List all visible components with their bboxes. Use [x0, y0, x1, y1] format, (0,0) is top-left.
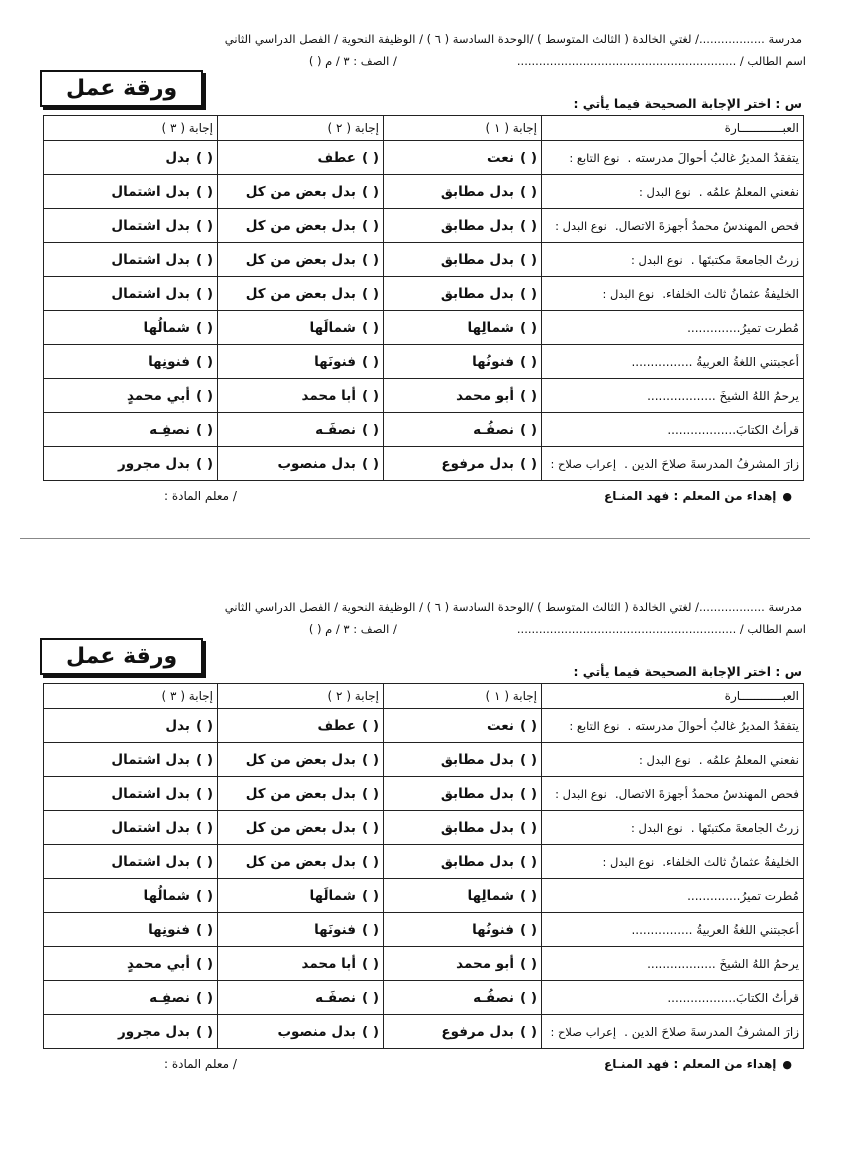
answer-text: بدل اشتمال [111, 819, 190, 836]
answer-option-3[interactable] [44, 777, 218, 811]
answer-option-2[interactable] [218, 243, 384, 277]
answer-text: أبا محمد [301, 387, 356, 404]
statement-text: يرحمُ اللهُ الشيخَ .................. [647, 956, 799, 971]
statement-cell [542, 1015, 804, 1049]
answer-checkbox[interactable]: ( ) [195, 853, 213, 870]
answer-text: بدل اشتمال [111, 183, 190, 200]
statement-text: يتفقدُ المديرُ غالبُ أحوالَ مدرسته . [627, 718, 799, 733]
statement-cell [542, 845, 804, 879]
answer-text: فنونِها [148, 921, 190, 938]
answer-text: بدل مطابق [440, 785, 514, 802]
table-row [44, 311, 804, 345]
answer-text: بدل بعض من كل [245, 251, 356, 268]
answer-text: بدل مطابق [440, 853, 514, 870]
school-header-line: مدرسة ................../ لغتي الخالدة ( الثالث المتوسط ) /الوحدة السادسة ( ٦ ) / الوظيفة النحوية / الفصل الدراسي الثاني [224, 600, 802, 614]
answer-option-3[interactable] [44, 743, 218, 777]
answer-checkbox[interactable]: ( ) [519, 251, 537, 268]
answer-checkbox[interactable]: ( ) [519, 955, 537, 972]
question-type-label: نوع البدل : [602, 286, 655, 301]
grade-field: / الصف : ٣ / م ( ) [308, 54, 397, 68]
answer-checkbox[interactable]: ( ) [361, 285, 379, 302]
table-row [44, 209, 804, 243]
statement-text: نفعني المعلمُ علمُه . [698, 184, 799, 199]
statement-cell [542, 947, 804, 981]
answer-text: نصفَـه [315, 421, 356, 438]
answer-text: أبو محمد [456, 387, 514, 404]
answer-option-1[interactable] [384, 345, 542, 379]
statement-text: مُطرت تميرُ.............. [687, 888, 799, 903]
answer-checkbox[interactable]: ( ) [519, 353, 537, 370]
answer-checkbox[interactable]: ( ) [195, 421, 213, 438]
question-type-label: نوع البدل : [630, 252, 683, 267]
answer-option-1[interactable] [384, 709, 542, 743]
answer-option-3[interactable] [44, 311, 218, 345]
statement-cell [542, 913, 804, 947]
question-prompt: س : اختر الإجابة الصحيحة فيما يأتي : [573, 96, 802, 111]
answer-text: بدل بعض من كل [245, 183, 356, 200]
footer [24, 489, 806, 503]
answer-option-2[interactable] [218, 743, 384, 777]
answer-option-3[interactable] [44, 413, 218, 447]
answer-option-2[interactable] [218, 777, 384, 811]
answer-option-1[interactable] [384, 141, 542, 175]
answer-checkbox[interactable]: ( ) [519, 819, 537, 836]
table-row [44, 947, 804, 981]
statement-text: الخليفةُ عثمانُ ثالث الخلفاء. [662, 854, 799, 869]
statement-cell [542, 141, 804, 175]
answer-checkbox[interactable]: ( ) [519, 717, 537, 734]
answer-option-2[interactable] [218, 311, 384, 345]
answer-checkbox[interactable]: ( ) [195, 1023, 213, 1040]
answer-text: بدل بعض من كل [245, 751, 356, 768]
statement-text: يتفقدُ المديرُ غالبُ أحوالَ مدرسته . [627, 150, 799, 165]
answer-option-1[interactable] [384, 209, 542, 243]
answer-checkbox[interactable]: ( ) [195, 353, 213, 370]
student-name-field: اسم الطالب / ............................................................ [516, 54, 806, 68]
statement-cell [542, 879, 804, 913]
answer-option-3[interactable] [44, 811, 218, 845]
answer-checkbox[interactable]: ( ) [361, 819, 379, 836]
answer-text: بدل مرفوع [441, 455, 514, 472]
table-row [44, 413, 804, 447]
answer-checkbox[interactable]: ( ) [361, 785, 379, 802]
answer-text: بدل [165, 717, 190, 734]
statement-text: يرحمُ اللهُ الشيخَ .................. [647, 388, 799, 403]
answer-checkbox[interactable]: ( ) [195, 819, 213, 836]
answer-option-2[interactable] [218, 209, 384, 243]
answer-option-3[interactable] [44, 913, 218, 947]
answer-text: فنونُها [472, 921, 514, 938]
question-type-label: نوع البدل : [602, 854, 655, 869]
answer-checkbox[interactable]: ( ) [361, 387, 379, 404]
statement-cell [542, 413, 804, 447]
answer-option-1[interactable] [384, 947, 542, 981]
answer-option-3[interactable] [44, 141, 218, 175]
answer-text: نعت [486, 149, 514, 166]
answer-checkbox[interactable]: ( ) [519, 1023, 537, 1040]
statement-text: قرأتُ الكتابَ.................. [667, 990, 799, 1005]
table-row [44, 913, 804, 947]
statement-cell [542, 311, 804, 345]
answer-text: بدل مرفوع [441, 1023, 514, 1040]
answer-text: بدل بعض من كل [245, 853, 356, 870]
table-row [44, 1015, 804, 1049]
answer-option-2[interactable] [218, 379, 384, 413]
answer-checkbox[interactable]: ( ) [361, 955, 379, 972]
answer-text: بدل منصوب [277, 455, 356, 472]
answer-checkbox[interactable]: ( ) [195, 149, 213, 166]
answer-text: بدل اشتمال [111, 751, 190, 768]
footer [24, 1057, 806, 1071]
table-row [44, 811, 804, 845]
answer-option-3[interactable] [44, 209, 218, 243]
statement-text: أعجبتني اللغةُ العربيةُ ................ [631, 922, 799, 937]
answer-option-2[interactable] [218, 277, 384, 311]
statement-text: أعجبتني اللغةُ العربيةُ ................ [631, 354, 799, 369]
answer-option-2[interactable] [218, 811, 384, 845]
answer-text: نصفِـه [149, 421, 190, 438]
worksheet-2 [24, 598, 806, 1071]
statement-cell [542, 175, 804, 209]
answer-text: بدل اشتمال [111, 853, 190, 870]
answer-option-1[interactable] [384, 379, 542, 413]
question-type-label: نوع البدل : [555, 786, 607, 801]
statement-text: زرتُ الجامعةَ مكتبتَها . [690, 252, 799, 267]
answer-checkbox[interactable]: ( ) [195, 217, 213, 234]
statement-cell [542, 743, 804, 777]
answer-option-2[interactable] [218, 947, 384, 981]
answer-option-1[interactable] [384, 743, 542, 777]
answer-checkbox[interactable]: ( ) [361, 183, 379, 200]
answer-checkbox[interactable]: ( ) [195, 785, 213, 802]
answer-text: بدل اشتمال [111, 217, 190, 234]
table-row [44, 777, 804, 811]
answer-option-3[interactable] [44, 845, 218, 879]
answer-text: فنونَها [314, 353, 356, 370]
table-row [44, 845, 804, 879]
statement-text: زرتُ الجامعةَ مكتبتَها . [690, 820, 799, 835]
worksheet-title: ورقة عمل [40, 638, 203, 675]
answer-checkbox[interactable]: ( ) [361, 149, 379, 166]
answer-checkbox[interactable]: ( ) [519, 421, 537, 438]
answer-text: بدل بعض من كل [245, 217, 356, 234]
answer-text: شمالُها [143, 887, 190, 904]
answer-text: بدل مجرور [118, 1023, 190, 1040]
answer-option-3[interactable] [44, 879, 218, 913]
statement-cell [542, 345, 804, 379]
answer-checkbox[interactable]: ( ) [519, 149, 537, 166]
answer-checkbox[interactable]: ( ) [361, 717, 379, 734]
table-row [44, 709, 804, 743]
worksheet-title: ورقة عمل [40, 70, 203, 107]
answer-text: فنونِها [148, 353, 190, 370]
answer-option-3[interactable] [44, 277, 218, 311]
table-header-row [44, 684, 804, 709]
table-row [44, 141, 804, 175]
answer-checkbox[interactable]: ( ) [361, 353, 379, 370]
answer-option-1[interactable] [384, 777, 542, 811]
answer-checkbox[interactable]: ( ) [361, 421, 379, 438]
answer-checkbox[interactable]: ( ) [361, 887, 379, 904]
statement-text: قرأتُ الكتابَ.................. [667, 422, 799, 437]
answer-text: نعت [486, 717, 514, 734]
answer-checkbox[interactable]: ( ) [519, 285, 537, 302]
statement-text: زارَ المشرفُ المدرسةَ صلاحَ الدين . [624, 456, 799, 471]
answer-option-1[interactable] [384, 413, 542, 447]
answer-option-1[interactable] [384, 311, 542, 345]
statement-text: زارَ المشرفُ المدرسةَ صلاحَ الدين . [624, 1024, 799, 1039]
answer-text: شمالِها [467, 319, 514, 336]
statement-text: فحص المهندسُ محمدُ أجهزةَ الاتصال. [614, 786, 799, 801]
answer-option-1[interactable] [384, 1015, 542, 1049]
col-statement-header: العبــــــــــــارة [542, 116, 804, 141]
table-row [44, 879, 804, 913]
answer-text: شمالَها [309, 319, 356, 336]
answer-checkbox[interactable]: ( ) [519, 217, 537, 234]
statement-cell [542, 243, 804, 277]
answer-checkbox[interactable]: ( ) [361, 319, 379, 336]
table-row [44, 981, 804, 1015]
answer-text: بدل اشتمال [111, 285, 190, 302]
answer-option-2[interactable] [218, 845, 384, 879]
answer-checkbox[interactable]: ( ) [519, 989, 537, 1006]
sheet-divider [20, 538, 810, 539]
statement-cell [542, 379, 804, 413]
question-type-label: نوع البدل : [630, 820, 683, 835]
teacher-field: / معلم المادة : [164, 489, 237, 503]
table-body [44, 141, 804, 481]
answer-checkbox[interactable]: ( ) [361, 989, 379, 1006]
answer-checkbox[interactable]: ( ) [361, 921, 379, 938]
answer-text: أبي محمدٍ [126, 955, 190, 972]
table-row [44, 345, 804, 379]
answer-option-2[interactable] [218, 413, 384, 447]
answer-option-1[interactable] [384, 913, 542, 947]
table-row [44, 447, 804, 481]
answer-option-1[interactable] [384, 175, 542, 209]
answer-checkbox[interactable]: ( ) [361, 455, 379, 472]
answer-text: شمالِها [467, 887, 514, 904]
answer-text: بدل اشتمال [111, 251, 190, 268]
answer-option-2[interactable] [218, 709, 384, 743]
answer-option-1[interactable] [384, 879, 542, 913]
answer-text: بدل مطابق [440, 183, 514, 200]
answer-option-1[interactable] [384, 447, 542, 481]
answer-checkbox[interactable]: ( ) [195, 285, 213, 302]
answer-option-2[interactable] [218, 879, 384, 913]
question-type-label: نوع البدل : [555, 218, 607, 233]
answer-checkbox[interactable]: ( ) [195, 751, 213, 768]
bullet-icon: ● [782, 1058, 792, 1071]
answer-option-3[interactable] [44, 447, 218, 481]
statement-cell [542, 777, 804, 811]
answer-option-1[interactable] [384, 981, 542, 1015]
answer-text: شمالَها [309, 887, 356, 904]
grade-field: / الصف : ٣ / م ( ) [308, 622, 397, 636]
answer-option-1[interactable] [384, 243, 542, 277]
question-type-label: إعراب صلاح : [550, 1024, 617, 1039]
answer-text: بدل بعض من كل [245, 285, 356, 302]
answer-text: عطف [317, 717, 356, 734]
bullet-icon: ● [782, 490, 792, 503]
answer-checkbox[interactable]: ( ) [195, 717, 213, 734]
answer-text: عطف [317, 149, 356, 166]
answer-text: نصفُـه [473, 989, 514, 1006]
gift-text: إهداء من المعلم : فهد المنـاع [604, 1057, 777, 1071]
answer-option-3[interactable] [44, 379, 218, 413]
question-type-label: إعراب صلاح : [550, 456, 617, 471]
answer-checkbox[interactable]: ( ) [361, 853, 379, 870]
col-statement-header: العبــــــــــــارة [542, 684, 804, 709]
statement-cell [542, 277, 804, 311]
answer-option-2[interactable] [218, 913, 384, 947]
col-answer-2-header: إجابة ( ٢ ) [218, 116, 384, 141]
answer-checkbox[interactable]: ( ) [519, 183, 537, 200]
answer-checkbox[interactable]: ( ) [195, 319, 213, 336]
question-type-label: نوع التابع : [569, 718, 620, 733]
answer-option-2[interactable] [218, 981, 384, 1015]
worksheet-1 [24, 30, 806, 503]
answer-text: بدل مجرور [118, 455, 190, 472]
answer-text: أبو محمد [456, 955, 514, 972]
answer-option-1[interactable] [384, 277, 542, 311]
answer-checkbox[interactable]: ( ) [519, 751, 537, 768]
statement-cell [542, 209, 804, 243]
answer-option-2[interactable] [218, 141, 384, 175]
answer-option-3[interactable] [44, 981, 218, 1015]
answer-checkbox[interactable]: ( ) [361, 217, 379, 234]
answer-option-1[interactable] [384, 811, 542, 845]
col-answer-2-header: إجابة ( ٢ ) [218, 684, 384, 709]
answer-text: بدل مطابق [440, 751, 514, 768]
answer-checkbox[interactable]: ( ) [195, 183, 213, 200]
answer-checkbox[interactable]: ( ) [195, 955, 213, 972]
choices-table [43, 683, 804, 1049]
answer-checkbox[interactable]: ( ) [519, 455, 537, 472]
col-answer-3-header: إجابة ( ٣ ) [44, 684, 218, 709]
answer-option-2[interactable] [218, 175, 384, 209]
question-type-label: نوع البدل : [638, 752, 691, 767]
statement-cell [542, 811, 804, 845]
question-type-label: نوع البدل : [638, 184, 691, 199]
col-answer-3-header: إجابة ( ٣ ) [44, 116, 218, 141]
answer-option-3[interactable] [44, 345, 218, 379]
col-answer-1-header: إجابة ( ١ ) [384, 116, 542, 141]
table-row [44, 743, 804, 777]
answer-option-2[interactable] [218, 1015, 384, 1049]
answer-checkbox[interactable]: ( ) [519, 853, 537, 870]
answer-text: نصفَـه [315, 989, 356, 1006]
statement-text: نفعني المعلمُ علمُه . [698, 752, 799, 767]
answer-checkbox[interactable]: ( ) [519, 921, 537, 938]
answer-checkbox[interactable]: ( ) [195, 455, 213, 472]
answer-option-1[interactable] [384, 845, 542, 879]
answer-text: أبا محمد [301, 955, 356, 972]
answer-checkbox[interactable]: ( ) [195, 921, 213, 938]
answer-text: بدل مطابق [440, 819, 514, 836]
question-type-label: نوع التابع : [569, 150, 620, 165]
answer-text: بدل مطابق [440, 217, 514, 234]
gift-text: إهداء من المعلم : فهد المنـاع [604, 489, 777, 503]
answer-checkbox[interactable]: ( ) [195, 989, 213, 1006]
answer-checkbox[interactable]: ( ) [519, 319, 537, 336]
answer-text: بدل بعض من كل [245, 785, 356, 802]
statement-cell [542, 447, 804, 481]
col-answer-1-header: إجابة ( ١ ) [384, 684, 542, 709]
answer-checkbox[interactable]: ( ) [361, 751, 379, 768]
answer-option-3[interactable] [44, 947, 218, 981]
statement-cell [542, 981, 804, 1015]
table-row [44, 379, 804, 413]
answer-option-3[interactable] [44, 1015, 218, 1049]
answer-text: بدل منصوب [277, 1023, 356, 1040]
answer-text: فنونُها [472, 353, 514, 370]
statement-text: مُطرت تميرُ.............. [687, 320, 799, 335]
answer-checkbox[interactable]: ( ) [195, 887, 213, 904]
statement-cell [542, 709, 804, 743]
student-name-field: اسم الطالب / ............................................................ [516, 622, 806, 636]
table-row [44, 277, 804, 311]
answer-option-3[interactable] [44, 175, 218, 209]
answer-text: أبي محمدٍ [126, 387, 190, 404]
statement-text: فحص المهندسُ محمدُ أجهزةَ الاتصال. [614, 218, 799, 233]
table-body [44, 709, 804, 1049]
answer-text: نصفِـه [149, 989, 190, 1006]
answer-option-2[interactable] [218, 447, 384, 481]
table-header-row [44, 116, 804, 141]
choices-table [43, 115, 804, 481]
answer-text: شمالُها [143, 319, 190, 336]
teacher-field: / معلم المادة : [164, 1057, 237, 1071]
answer-text: نصفُـه [473, 421, 514, 438]
answer-checkbox[interactable]: ( ) [519, 387, 537, 404]
answer-checkbox[interactable]: ( ) [195, 251, 213, 268]
answer-checkbox[interactable]: ( ) [361, 1023, 379, 1040]
answer-option-3[interactable] [44, 243, 218, 277]
question-prompt: س : اختر الإجابة الصحيحة فيما يأتي : [573, 664, 802, 679]
statement-text: الخليفةُ عثمانُ ثالث الخلفاء. [662, 286, 799, 301]
answer-text: فنونَها [314, 921, 356, 938]
answer-text: بدل اشتمال [111, 785, 190, 802]
table-row [44, 243, 804, 277]
answer-option-2[interactable] [218, 345, 384, 379]
answer-checkbox[interactable]: ( ) [519, 887, 537, 904]
answer-text: بدل بعض من كل [245, 819, 356, 836]
answer-checkbox[interactable]: ( ) [361, 251, 379, 268]
answer-text: بدل مطابق [440, 285, 514, 302]
table-row [44, 175, 804, 209]
answer-checkbox[interactable]: ( ) [519, 785, 537, 802]
answer-checkbox[interactable]: ( ) [195, 387, 213, 404]
answer-option-3[interactable] [44, 709, 218, 743]
school-header-line: مدرسة ................../ لغتي الخالدة ( الثالث المتوسط ) /الوحدة السادسة ( ٦ ) / الوظيفة النحوية / الفصل الدراسي الثاني [224, 32, 802, 46]
answer-text: بدل [165, 149, 190, 166]
answer-text: بدل مطابق [440, 251, 514, 268]
